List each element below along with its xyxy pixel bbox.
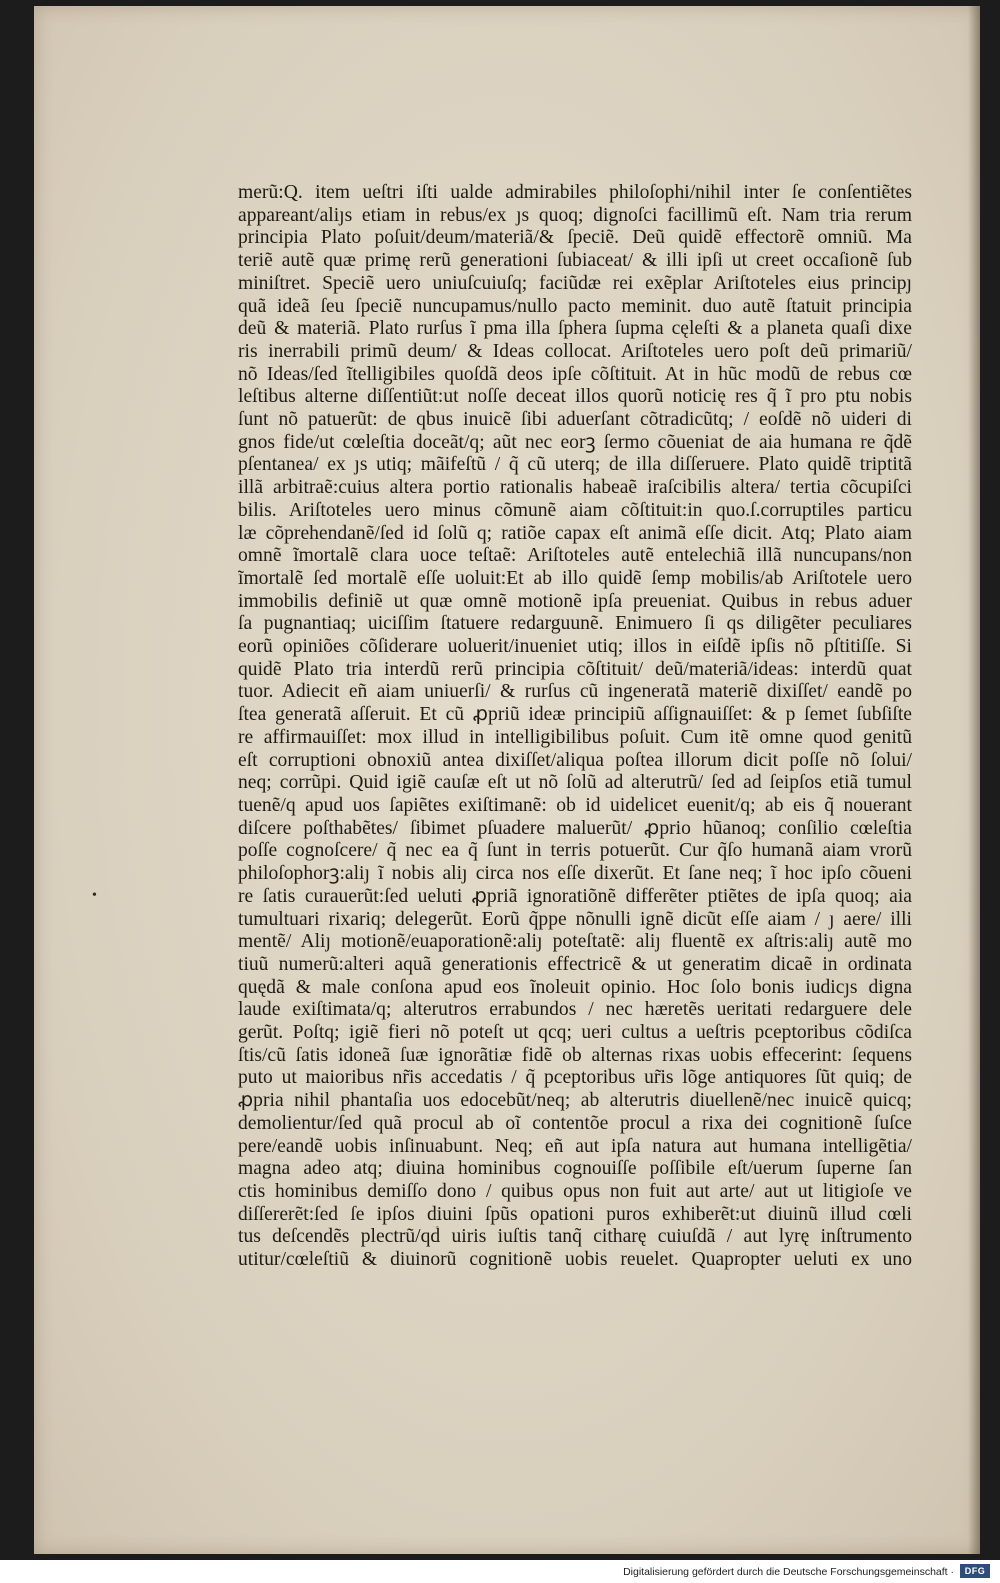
text-line: diſſererẽt:ſed ſe ipſos diuini ſpũs opationi puros exhiberẽt:ut diuinũ illud cœli: [238, 1203, 912, 1225]
text-line: puto ut maioribus nr̃is accedatis / q̃ pceptoribus ur̃is lõge antiquores ſũt quiq; de: [238, 1067, 912, 1089]
text-line: omnẽ ĩmortalẽ clara uoce teſtaẽ: Ariſtoteles autẽ entelechiã illã nuncupans/non: [238, 545, 912, 567]
text-line: re ſatis curauerũt:ſed ueluti ꝓpriã ignoratiõnẽ differẽter ptiẽtes de ipſa quoq; aia: [238, 885, 912, 907]
text-line: quã ideã ſeu ſpeciẽ nuncupamus/nullo pacto meminit. duo autẽ ſtatuit principia: [238, 295, 912, 317]
text-line: quędã & male conſona apud eos ĩnoleuit opinio. Hoc ſolo bonis iudicȷs digna: [238, 976, 912, 998]
text-line: eſt corruptioni obnoxiũ antea dixiſſet/aliqua poſtea illorum dicit poſſe nõ ſolui/: [238, 749, 912, 771]
text-line: quidẽ Plato tria interdũ rerũ principia cõſtituit/ deũ/materiã/ideas: interdũ quat: [238, 658, 912, 680]
text-line: gnos fide/ut cœleſtia doceãt/q; aũt nec eorꝫ ſermo cõueniat de aia humana re q̃dẽ: [238, 431, 912, 453]
text-line: mentẽ/ Aliȷ motionẽ/euaporationẽ:aliȷ poteſtatẽ: aliȷ fluentẽ ex aſtris:aliȷ autẽ mo: [238, 931, 912, 953]
text-line: tuenẽ/q apud uos ſapiẽtes exiſtimanẽ: ob id uidelicet euenit/q; ab eis q̃ nouerant: [238, 794, 912, 816]
text-line: tiuũ numerũ:alteri aquã generationis effectricẽ & ut generatim dicaẽ in ordinata: [238, 953, 912, 975]
text-line: illã arbitraẽ:cuius altera portio rationalis habeaẽ iraſcibilis altera/ tertia cõcupiſci: [238, 477, 912, 499]
text-line: ꝓpria nihil phantaſia uos edocebũt/neq; ab alterutris diuellenẽ/nec inuicẽ quicq;: [238, 1090, 912, 1112]
footer-bar: [0, 1560, 1000, 1583]
text-line: pſentanea/ ex ȷs utiq; mãifeſtũ / q̃ cũ uterq; de illa diſſeruere. Plato quidẽ triptitã: [238, 454, 912, 476]
text-line: re affirmauiſſet: mox illud in intelligibilibus poſuit. Cum itẽ omne quod genitũ: [238, 726, 912, 748]
text-line: philoſophorꝫ:aliȷ ĩ nobis aliȷ circa nos eſſe dixerũt. Et ſane neq; ĩ hoc ipſo cõueni: [238, 863, 912, 885]
text-line: teriẽ autẽ quæ primę rerũ generationi ſubiaceat/ & illi ipſi ut creet occaſionẽ ſub: [238, 250, 912, 272]
text-line: læ cõprehendanẽ/ſed id ſolũ q; ratiõe capax eſt animã eſſe dicit. Atq; Plato aiam: [238, 522, 912, 544]
text-line: tumultuari rixariq; delegerũt. Eorũ q̃ppe nõnulli ignẽ dicũt eſſe aiam / ȷ aere/ illi: [238, 908, 912, 930]
footer-credit: Digitalisierung gefördert durch die Deutsche Forschungsgemeinschaft ·: [623, 1566, 954, 1578]
text-line: ris inerrabili primũ deum/ & Ideas collocat. Ariſtoteles uero poſt deũ primariũ/: [238, 340, 912, 362]
text-line: neq; corrũpi. Quid igiẽ cauſæ eſt ut nõ ſolũ ad alterutrũ/ ſed ad ſeipſos etiã tumul: [238, 772, 912, 794]
text-line: laude exiſtimata/q; alterutros errabundos / nec hæretẽs ueritati redarguere dele: [238, 999, 912, 1021]
page-edge-shadow: [968, 6, 980, 1554]
text-line: merũ:Q. item ueſtri iſti ualde admirabiles philoſophi/nihil inter ſe conſentiẽtes: [238, 182, 912, 203]
text-line: bilis. Ariſtoteles uero minus cõmunẽ aiam cõſtituit:in quo.ſ.corruptiles particu: [238, 499, 912, 521]
text-line: eorũ opiniões cõſiderare uoluerit/inueniet utiq; illos in eiſdẽ ipſis nõ pſtitiſſe. Si: [238, 636, 912, 658]
text-line: pere/eandẽ uobis inſinuabunt. Neq; eñ aut ipſa natura aut humana intelligẽtia/: [238, 1135, 912, 1157]
text-line: demolientur/ſed quã procul ab oĩ contentõe procul a rixa dei cognitionẽ ſuſce: [238, 1112, 912, 1134]
text-line: ſtis/cũ ſatis idoneã ſuæ ignorãtiæ fidẽ ob alternas rixas uobis effecerint: ſequens: [238, 1044, 912, 1066]
text-line: ctis hominibus demiſſo dono / quibus opus non fuit aut arte/ aut ut litigioſe ve: [238, 1180, 912, 1202]
text-line: diſcere poſthabẽtes/ ſibimet pſuadere maluerũt/ ꝓprio hũanoq; conſilio cœleſtia: [238, 817, 912, 839]
text-line: immobilis definiẽ ut quæ omnẽ motionẽ ipſa preueniat. Quibus in rebus aduer: [238, 590, 912, 612]
text-line: utitur/cœleſtiũ & diuinorũ cognitionẽ uobis reuelet. Quapropter ueluti ex uno: [238, 1249, 912, 1271]
text-line: ĩmortalẽ ſed mortalẽ eſſe uoluit:Et ab illo quidẽ ſemp mobilis/ab Ariſtotele uero: [238, 567, 912, 589]
text-line: ſunt nõ patuerũt: de qbus inuicẽ ſibi aduerſant cõtradicũtq; / eoſdẽ nõ uideri di: [238, 409, 912, 431]
text-line: gerũt. Poſtq; igiẽ fieri nõ poteſt ut qcq; ueri cultus a ueſtris pceptoribus cõdiſca: [238, 1022, 912, 1044]
text-line: miniſtret. Speciẽ uero uniuſcuiuſq; faciũdæ rei exẽplar Ariſtoteles eius principȷ: [238, 272, 912, 294]
text-line: ſtea generatã aſſeruit. Et cũ ꝓpriũ ideæ principiũ aſſignauiſſet: & p ſemet ſubſiſte: [238, 704, 912, 726]
text-line: nõ Ideas/ſed ĩtelligibiles quoſdã deos ipſe cõſtituit. At in hũc modũ de rebus cœ: [238, 363, 912, 385]
text-line: appareant/aliȷs etiam in rebus/ex ȷs quoq; dignoſci facillimũ eſt. Nam tria rerum: [238, 204, 912, 226]
text-block: [238, 182, 912, 1272]
margin-mark: •: [92, 888, 97, 903]
text-line: tus deſcendẽs plectrũ/qd̃ uiris iuſtis tanq̃ citharę cuiuſdã / aut lyrę inſtrumento: [238, 1226, 912, 1248]
text-line: ſa pugnantiaq; uiciſſim ſtatuere redarguunẽ. Enimuero ſi qs diligẽter peculiares: [238, 613, 912, 635]
text-line: leſtibus alterne diſſentiũt:ut noſſe deceat illos quorũ noticię res q̃ ĩ pro ptu nobis: [238, 386, 912, 408]
text-line: poſſe cognoſcere/ q̃ nec ea q̃ ſunt in terris potuerũt. Cur q̃ſo humanã aiam vrorũ: [238, 840, 912, 862]
text-line: deũ & materiã. Plato rurſus ĩ pma illa ſphera ſupma cęleſti & a planeta quaſi dixe: [238, 318, 912, 340]
text-line: tuor. Adiecit eñ aiam uniuerſi/ & rurſus cũ ingeneratã materiẽ dixiſſet/ eandẽ po: [238, 681, 912, 703]
text-line: magna adeo atq; diuina hominibus cognouiſſe poſſibile eſt/uerum ſuperne ſan: [238, 1158, 912, 1180]
text-line: principia Plato poſuit/deum/materiã/& ſpeciẽ. Deũ quidẽ effectorẽ omniũ. Ma: [238, 227, 912, 249]
dfg-logo: DFG: [960, 1564, 990, 1578]
